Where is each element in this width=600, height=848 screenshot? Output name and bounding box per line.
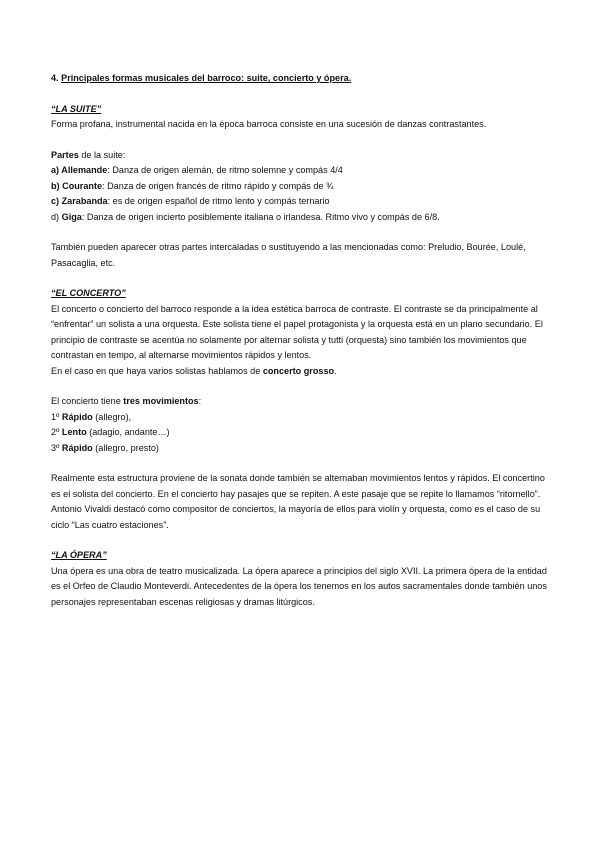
movement-num: 3º bbox=[51, 442, 62, 453]
dance-letter: d) bbox=[51, 211, 62, 222]
dance-desc: : es de origen español de ritmo lento y compás ternario bbox=[107, 196, 330, 206]
parts-rest: de la suite: bbox=[78, 149, 126, 160]
dance-item bbox=[51, 163, 556, 179]
concerto-grosso-line bbox=[51, 364, 556, 380]
dance-letter: b) bbox=[51, 180, 63, 191]
movement-name: Rápido bbox=[61, 442, 93, 453]
movement-num: 2º bbox=[51, 427, 62, 437]
movements-intro bbox=[51, 394, 556, 410]
concerto-closing: Realmente esta estructura proviene de la sonata donde también se alternaban movimientos lentos y rápidos. El concertino es el solista del concierto. En el concierto hay pasajes que se repiten. A este pasaje que se repite lo llamamos “ritornello”. Antonio Vivaldi destacó como compositor de conciertos, la mayoría de ellos para violín y orquesta, como es el caso de su ciclo “Las cuatro estaciones”. bbox=[51, 473, 545, 530]
grosso-pre: En el caso en que haya varios solistas hablamos de bbox=[51, 365, 263, 376]
document-body bbox=[51, 71, 556, 610]
dance-letter: a) bbox=[51, 165, 62, 175]
concerto-title: “EL CONCERTO” bbox=[51, 288, 126, 298]
grosso-post: . bbox=[334, 365, 337, 376]
movement-name: Lento bbox=[61, 427, 87, 437]
dance-name: Zarabanda bbox=[61, 196, 108, 206]
suite-title: “LA SUITE” bbox=[51, 103, 102, 114]
movement-item bbox=[51, 441, 556, 457]
movement-num: 1º bbox=[51, 411, 62, 422]
heading-number: 4. bbox=[51, 73, 59, 83]
dance-letter: c) bbox=[51, 196, 62, 206]
suite-extra: También pueden aparecer otras partes intercaladas o sustituyendo a las mencionadas como: Preludio, Bourée, Loulé, Pasacaglia, etc. bbox=[51, 242, 526, 268]
dance-desc: : Danza de origen alemán, de ritmo solemne y compás 4/4 bbox=[107, 165, 343, 175]
movement-item bbox=[51, 425, 556, 441]
movement-desc: (allegro, presto) bbox=[92, 442, 159, 453]
grosso-bold: concerto grosso bbox=[262, 365, 335, 376]
movement-item bbox=[51, 410, 556, 426]
movement-desc: (adagio, andante…) bbox=[86, 427, 170, 437]
dance-item bbox=[51, 179, 556, 195]
dance-name: Allemande bbox=[61, 165, 108, 175]
movements-pre: El concierto tiene bbox=[51, 396, 124, 406]
suite-parts-label bbox=[51, 148, 556, 164]
dance-item bbox=[51, 210, 556, 226]
suite-intro: Forma profana, instrumental nacida en la época barroca consiste en una sucesión de danzas contrastantes. bbox=[51, 119, 487, 129]
section-heading bbox=[51, 71, 556, 87]
dance-desc: : Danza de origen francés de ritmo rápido y compás de ¾ bbox=[102, 180, 334, 191]
concerto-paragraph: El concerto o concierto del barroco responde a la idea estética barroca de contraste. El contraste se da principalmente al “enfrentar” un solista a una orquesta. Este solista tiene el papel protagonista y la orquesta está en un plano secundario. El principio de contraste se acentúa no solamente por alternar solista y tutti (orquesta) sino también los movimientos que contrastan en tempo, al alternarse movimientos rápidos y lentos. bbox=[51, 303, 543, 360]
parts-bold: Partes bbox=[51, 149, 79, 160]
movement-name: Rápido bbox=[61, 411, 93, 422]
heading-title: Principales formas musicales del barroco: suite, concierto y ópera. bbox=[61, 73, 352, 83]
movements-post: : bbox=[198, 396, 202, 406]
opera-title: “LA ÓPERA” bbox=[51, 550, 107, 560]
dance-desc: : Danza de origen incierto posiblemente italiana o irlandesa. Ritmo vivo y compás de 6/8. bbox=[81, 211, 440, 222]
movements-bold: tres movimientos bbox=[123, 396, 199, 406]
movement-desc: (allegro), bbox=[92, 411, 132, 422]
opera-paragraph: Una ópera es una obra de teatro musicalizada. La ópera aparece a principios del siglo XVII. La primera ópera de la entidad es el Orfeo de Claudio Monteverdi. Antecedentes de la ópera los tenemos en los autos sacramentales donde también unos personajes representaban escenas religiosas y dramas litúrgicos. bbox=[51, 565, 547, 607]
dance-name: Giga bbox=[61, 211, 82, 222]
dance-item bbox=[51, 194, 556, 210]
dance-name: Courante bbox=[62, 180, 103, 191]
